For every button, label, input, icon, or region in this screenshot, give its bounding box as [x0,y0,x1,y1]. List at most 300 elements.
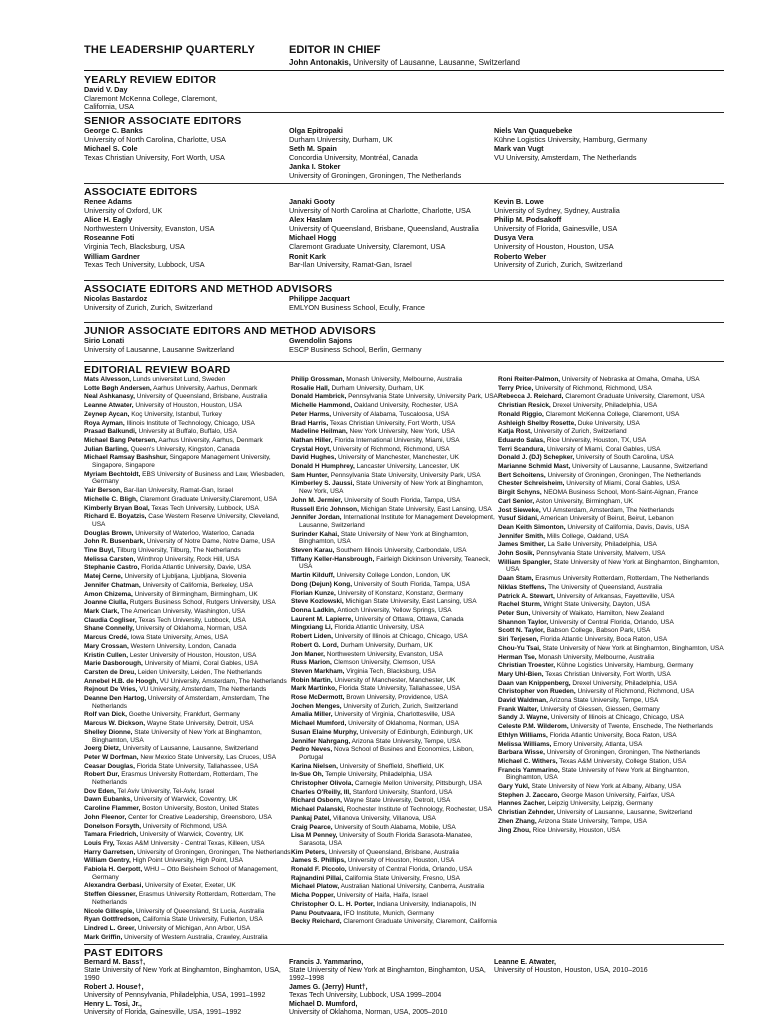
person-affiliation: University of Lausanne, Lausanne, Switzerland [555,809,693,817]
column-3 [494,295,724,313]
list-item [498,723,724,731]
person-name: Laurent M. Lapierre, [291,615,354,623]
person-affiliation: Western University, London, Canada [128,642,237,650]
person-name: Julian Barling, [84,445,129,453]
list-item [498,393,724,401]
list-item [291,677,498,685]
person-name: Ryan Gottfredson, [84,916,141,924]
list-item [498,671,724,679]
person-affiliation: New Mexico State University, Las Cruces, USA [138,753,277,761]
person-name: Prasad Balkundi, [84,428,137,436]
person-name: Janka I. Stoker [289,162,341,172]
list-item [84,471,291,486]
person-affiliation: Kühne Logistics University, Hamburg, Germany [555,662,694,670]
list-item [291,480,498,495]
person-name: Matej Cerne, [84,573,123,581]
person-affiliation: University of Ljubljana, Ljubljana, Slovenia [122,573,247,581]
person-affiliation: Texas Tech University, Lubbock, USA 1999–2004 [289,992,442,999]
column-1 [84,127,289,182]
list-item [84,1001,289,1017]
list-item [289,234,494,251]
person-affiliation: Carnegie Mellon University, Pittsburgh, USA [353,780,482,788]
person-affiliation: University of Nebraska at Omaha, Omaha, USA [560,376,700,383]
person-name: Steven Markham, [291,667,345,675]
list-item [291,797,498,805]
person-affiliation: University of Queensland, St Lucia, Australia [134,907,265,915]
list-item [291,385,498,393]
editor-in-chief-name: John Antonakis, [289,58,351,67]
divider [84,944,724,945]
person-affiliation: Texas Tech University, Lubbock, USA [136,616,246,624]
person-affiliation: University of Queensland, Brisbane, Queensland, Australia [289,223,479,233]
list-item [291,815,498,823]
person-name: Brad Harris, [291,419,329,427]
person-name: Niels Van Quaquebeke [494,126,573,135]
list-item [291,720,498,728]
list-item [291,918,498,926]
person-affiliation: La Salle University, Philadelphia, USA [545,541,657,549]
person-affiliation: Oakland University, Rochester, USA [352,402,458,410]
person-name: Donna Ladkin, [291,606,336,614]
person-name: Steffen Giessner, [84,891,138,899]
person-name: Melissa Williams, [498,740,552,748]
person-name: Donald J. (DJ) Schepker, [498,454,575,462]
list-item [291,729,498,737]
list-item [291,857,498,865]
person-name: Deanne Den Hartog, [84,695,147,703]
list-item [291,659,498,667]
list-item [498,524,724,532]
list-item [84,487,291,495]
section-heading: YEARLY REVIEW EDITOR [84,74,217,86]
person-affiliation: University of Alabama, Tuscaloosa, USA [331,410,450,418]
list-item [291,875,498,883]
person-name: Tamara Friedrich, [84,831,139,839]
person-name: Susan Elaine Murphy, [291,728,359,736]
list-item [84,831,291,839]
person-name: Rachel Sturm, [498,601,542,609]
person-name: Becky Reichard, [291,918,342,926]
list-item [84,608,291,616]
list-item [498,385,724,393]
person-name: Neal Ashkanasy, [84,393,135,401]
person-name: David Waldman, [498,697,548,705]
list-item [289,198,494,215]
past-editors-section [84,947,724,1018]
person-name: Mark Griffin, [84,933,123,941]
list-item [498,636,724,644]
person-name: Roberto Weber [494,251,547,261]
column-3 [494,337,724,355]
person-affiliation: Indiana University, Indianapolis, IN [374,900,477,908]
person-name: Dean Keith Simonton, [498,523,566,531]
person-name: Harry Garretsen, [84,848,136,856]
person-name: Daan van Knippenberg, [498,679,571,687]
person-name: Christopher von Rueden, [498,688,576,696]
list-item [498,688,724,696]
person-affiliation: Florida State University, Tallahassee, USA [336,685,461,693]
person-name: Madeline Heilman, [291,428,348,436]
person-affiliation: Virginia Tech, Blacksburg, USA [84,241,185,251]
person-affiliation: Arizona State University, Tempe, USA [350,737,461,745]
person-affiliation: University of Florida, Gainesville, USA [494,223,618,233]
person-name: Gary Yukl, [498,783,530,791]
list-item [291,497,498,505]
person-affiliation: University of Queensland, Brisbane, Australia [326,848,460,856]
person-name: Patrick A. Stewart, [498,592,555,600]
person-affiliation: University of Virginia, Charlottesville, USA [332,711,455,719]
list-item [84,643,291,651]
person-affiliation: Villanova University, Villanova, USA [331,814,436,822]
yearly-review-editor-entry [84,86,244,112]
column-1 [84,295,289,313]
list-item [494,198,724,215]
person-name: Robert Liden, [291,633,333,641]
list-item [291,806,498,814]
person-name: Robert J. House†, [84,984,144,991]
person-affiliation: Koç University, Istanbul, Turkey [129,410,222,418]
person-affiliation: University of Birmingham, Birmingham, UK [132,590,258,598]
person-affiliation: University of Warwick, Coventry, UK [138,831,244,839]
person-name: Zhen Zhang, [498,817,537,825]
list-item [498,575,724,583]
list-item [498,654,724,662]
person-affiliation: Northwestern University, Evanston, USA [324,650,443,658]
person-affiliation: Erasmus University Rotterdam, Rotterdam, The Netherlands [92,891,276,906]
list-item [291,711,498,719]
list-item [84,547,291,555]
person-name: Martin Kilduff, [291,572,335,580]
person-affiliation: Texas Tech University, Lubbock, USA [84,260,205,270]
person-name: Charles O'Reilly, III, [291,788,351,796]
list-item [291,651,498,659]
list-item [84,711,291,719]
person-name: Amalia Miller, [291,711,333,719]
person-affiliation: Rice University, Houston, TX, USA [544,436,647,444]
list-item [84,337,289,354]
person-name: William Spangler, [498,558,552,566]
person-affiliation: University of Konstanz, Konstanz, Germany [335,589,464,597]
person-affiliation: State University of New York at Binghamton, Binghamton, USA [506,558,720,574]
list-item [291,463,498,471]
person-name: Melissa Carsten, [84,555,136,563]
person-affiliation: University of Pennsylvania, Philadelphia, USA, 1991–1992 [84,992,266,999]
person-name: Henry L. Tosi, Jr., [84,1001,142,1008]
list-item [84,420,291,428]
person-affiliation: University of Houston, Houston, USA [133,402,242,410]
person-name: Russ Marion, [291,659,332,667]
person-affiliation: University of Warwick, Coventry, UK [132,796,238,804]
person-affiliation: New York University, New York, USA [347,428,455,436]
list-item [289,337,494,354]
list-item [498,627,724,635]
person-name: Robert Dur, [84,771,120,779]
person-name: Jing Zhou, [498,826,531,834]
person-name: Marie Dasborough, [84,660,143,668]
person-name: Yusuf Sidani, [498,515,539,523]
list-item [291,668,498,676]
column-2 [289,337,494,355]
person-affiliation: University of South Florida, Tampa, USA [342,496,461,504]
column-1 [84,198,289,271]
list-item [498,800,724,808]
person-affiliation: Texas Tech University, Lubbock, USA [149,504,259,512]
person-affiliation: Texas A&M University, College Station, USA [557,757,687,765]
person-name: Zeynep Aycan, [84,410,130,418]
person-affiliation: Claremont Graduate University,Claremont, USA [137,495,278,503]
list-item [84,796,291,804]
list-item [494,127,724,144]
person-affiliation: University of Groningen, Groningen, The Netherlands [545,471,701,479]
person-name: Niklas Steffens, [498,583,547,591]
person-affiliation: Antioch University, Yellow Springs, USA [335,606,452,614]
person-affiliation: University of Waikato, Hamilton, New Zealand [530,609,664,617]
person-name: Mark Martinko, [291,685,337,693]
person-name: Douglas Brown, [84,529,134,537]
list-item [291,454,498,462]
person-affiliation: University of Lausanne, Lausanne, Switzerland [120,745,259,753]
person-affiliation: University of Edinburgh, Edinburgh, UK [358,728,473,736]
person-affiliation: University of South Alabama, Mobile, USA [332,823,456,831]
list-item [84,660,291,668]
person-affiliation: University of Oklahoma, Norman, USA, 2005–2010 [289,1009,448,1016]
person-name: Frank Walter, [498,705,539,713]
divider [84,280,724,281]
list-item [498,550,724,558]
journal-title: THE LEADERSHIP QUARTERLY [84,44,256,56]
list-item [498,601,724,609]
person-name: Seth M. Spain [289,144,337,154]
list-item [498,515,724,523]
person-affiliation: University of Giessen, Giessen, Germany [538,705,660,713]
person-name: Joanne Ciulla, [84,599,129,607]
list-item [291,849,498,857]
list-item [84,234,289,251]
person-name: Jost Sieweke, [498,506,541,514]
person-name: Annebel H.B. de Hoogh, [84,677,159,685]
person-name: Philippe Jacquart [289,294,350,303]
person-affiliation: Claremont Graduate University, Claremont, USA [563,393,705,401]
person-name: Mats Alvesson, [84,376,132,383]
person-name: Alexandra Gerbasi, [84,882,144,890]
list-item [291,393,498,401]
list-item [289,295,494,312]
list-item [498,480,724,488]
person-name: Alex Haslam [289,215,333,225]
list-item [498,767,724,782]
list-item [84,678,291,686]
list-item [498,741,724,749]
person-affiliation: University College London, London, UK [334,572,451,580]
section-heading: PAST EDITORS [84,947,164,959]
person-name: Jon Maner, [291,650,325,658]
person-name: Bernard M. Bass†, [84,959,146,966]
person-affiliation: Texas Christian University, Fort Worth, USA [328,419,456,427]
person-name: Surinder Kahai, [291,530,340,538]
list-item [289,145,494,162]
person-name: Louis Fry, [84,839,115,847]
person-name: Francis J. Yammarino, [289,959,364,966]
person-affiliation: University of North Carolina, Charlotte, USA [84,134,226,144]
person-name: Joerg Dietz, [84,745,121,753]
person-name: Ceasar Douglas, [84,762,135,770]
person-affiliation: VU University, Amsterdam, The Netherlands [158,677,287,685]
person-name: Stephanie Castro, [84,564,140,572]
list-item [84,530,291,538]
person-name: Michael D. Mumford, [289,1001,358,1008]
list-item [84,720,291,728]
person-name: Kristin Cullen, [84,651,129,659]
senior-associate-editors-section [84,115,724,182]
person-affiliation: University of Groningen, Groningen, The Netherlands [544,749,701,757]
person-name: Shane Connelly, [84,625,135,633]
person-affiliation: George Mason University, Fairfax, USA [559,791,675,799]
list-item [291,746,498,761]
person-affiliation: University of Houston, Houston, USA [345,857,455,865]
person-name: Rosalie Hall, [291,384,330,392]
person-affiliation: Temple University, Philadelphia, USA [323,771,433,779]
editor-in-chief-heading: EDITOR IN CHIEF [289,44,381,56]
person-affiliation: Durham University, Durham, UK [289,134,393,144]
person-name: Robert G. Lord, [291,641,339,649]
person-affiliation: California State University, Fresno, USA [343,874,460,882]
person-name: Lindred L. Greer, [84,925,137,932]
person-name: Tiffany Keller-Hansbrough, [291,555,375,563]
board-columns [84,376,724,942]
person-affiliation: Drexel University, Philadelphia, USA [570,679,678,687]
person-name: Leanne Atwater, [84,402,134,410]
list-item [84,253,289,270]
person-affiliation: Goethe University, Frankfurt, Germany [126,711,240,719]
person-name: Philip M. Podsakoff [494,215,562,225]
person-name: John M. Jermier, [291,496,343,504]
person-name: Herman Tse, [498,653,537,661]
list-item [291,472,498,480]
list-item [498,541,724,549]
person-name: Lisa M Penney, [291,832,338,840]
list-item [84,634,291,642]
list-item [84,198,289,215]
person-name: Yair Berson, [84,487,122,495]
editor-in-chief-entry [289,58,520,67]
person-name: Jochen Menges, [291,702,342,710]
divider [84,112,724,113]
column-1 [84,337,289,355]
person-name: Panu Poutvaara, [291,909,342,917]
person-affiliation: American University of Beirut, Beirut, Lebanon [538,515,674,523]
person-name: Roni Reiter-Palmon, [498,376,561,383]
person-affiliation: Lester University of Houston, Houston, USA [128,651,257,659]
person-name: Christopher O. L. H. Porter, [291,900,375,908]
person-name: Marianne Schmid Mast, [498,463,571,471]
person-name: James G. (Jerry) Hunt†, [289,984,368,991]
list-item [498,809,724,817]
person-affiliation: WHU – Otto Beisheim School of Management, Germany [92,866,278,881]
editor-columns [84,295,724,313]
list-item [498,610,724,618]
person-affiliation: Arizona State University, Tempe, USA [536,817,647,825]
person-name: Rolf van Dick, [84,711,127,719]
person-affiliation: Mills College, Oakland, USA [544,532,629,540]
person-name: Marcus W. Dickson, [84,720,146,728]
person-affiliation: University of Zurich, Switzerland [531,428,627,436]
person-affiliation: Virginia Tech, Blacksburg, USA [344,667,436,675]
person-name: Roseanne Foti [84,233,135,243]
list-item [289,959,494,983]
person-affiliation: Duke University, USA [576,419,640,427]
list-item [84,925,291,933]
person-name: Karina Nielsen, [291,762,338,770]
list-item [84,857,291,865]
person-name: Donald H Humphrey, [291,463,355,471]
person-name: Michael C. Withers, [498,757,558,765]
person-name: Christian Troester, [498,662,556,670]
person-name: John R. Busenbark, [84,538,146,546]
person-affiliation: University of Arkansas, Fayetteville, USA [554,592,675,600]
yearly-review-editor-section [84,74,724,112]
list-item [291,892,498,900]
editor-columns [84,127,724,182]
editor-in-chief-affiliation: University of Lausanne, Lausanne, Switzerland [353,58,520,67]
person-name: Christian Zehnder, [498,809,556,817]
editor-name: David V. Day [84,85,128,94]
person-name: Barbara Wisse, [498,749,545,757]
person-name: Donelson Forsyth, [84,822,142,830]
column-2 [289,127,494,182]
person-name: Olga Epitropaki [289,126,343,135]
divider [84,322,724,323]
person-name: Carl Senior, [498,497,535,505]
person-name: Jennifer Jordan, [291,514,342,522]
person-affiliation: Monash University, Melbourne, Australia [344,376,463,383]
list-item [498,507,724,515]
person-affiliation: Leiden University, Leiden, The Netherlands [136,668,262,676]
person-affiliation: University of California, Davis, Davis, USA [565,523,690,531]
person-affiliation: University of South Florida, Tampa, USA [352,580,471,588]
person-name: Jennifer Smith, [498,532,545,540]
list-item [291,616,498,624]
person-name: Philip Grossman, [291,376,345,383]
list-item [84,496,291,504]
person-affiliation: Illinois Institute of Technology, Chicago, USA [124,419,255,427]
person-name: John Sosik, [498,550,535,558]
list-item [291,556,498,571]
person-affiliation: Nova School of Busines and Economics, Lisbon, Portugal [299,746,474,761]
person-affiliation: Winthrop University, Rock Hill, USA [135,555,240,563]
person-name: Janaki Gooty [289,197,335,206]
person-name: Birgit Schyns, [498,489,542,497]
list-item [291,824,498,832]
person-affiliation: Lancaster University, Lancester, UK [354,463,460,471]
list-item [498,783,724,791]
list-item [291,883,498,891]
list-item [84,393,291,401]
person-affiliation: University at Buffalo, Buffalo, USA [136,428,237,436]
person-name: Nicole Gillespie, [84,907,135,915]
list-item [289,216,494,233]
list-item [498,662,724,670]
person-affiliation: IFO Institute, Munich, Germany [341,909,435,917]
list-item [289,163,494,180]
person-name: Siri Terjesen, [498,636,539,644]
list-item [498,376,724,384]
list-item [84,763,291,771]
person-name: Peter Sun, [498,609,531,617]
person-affiliation: Rutgers Business School, Rutgers University, USA [128,599,276,607]
person-name: Steven Karau, [291,547,335,555]
person-affiliation: Aston University, Birmingham, UK [534,497,633,505]
person-name: Dov Eden, [84,787,116,795]
